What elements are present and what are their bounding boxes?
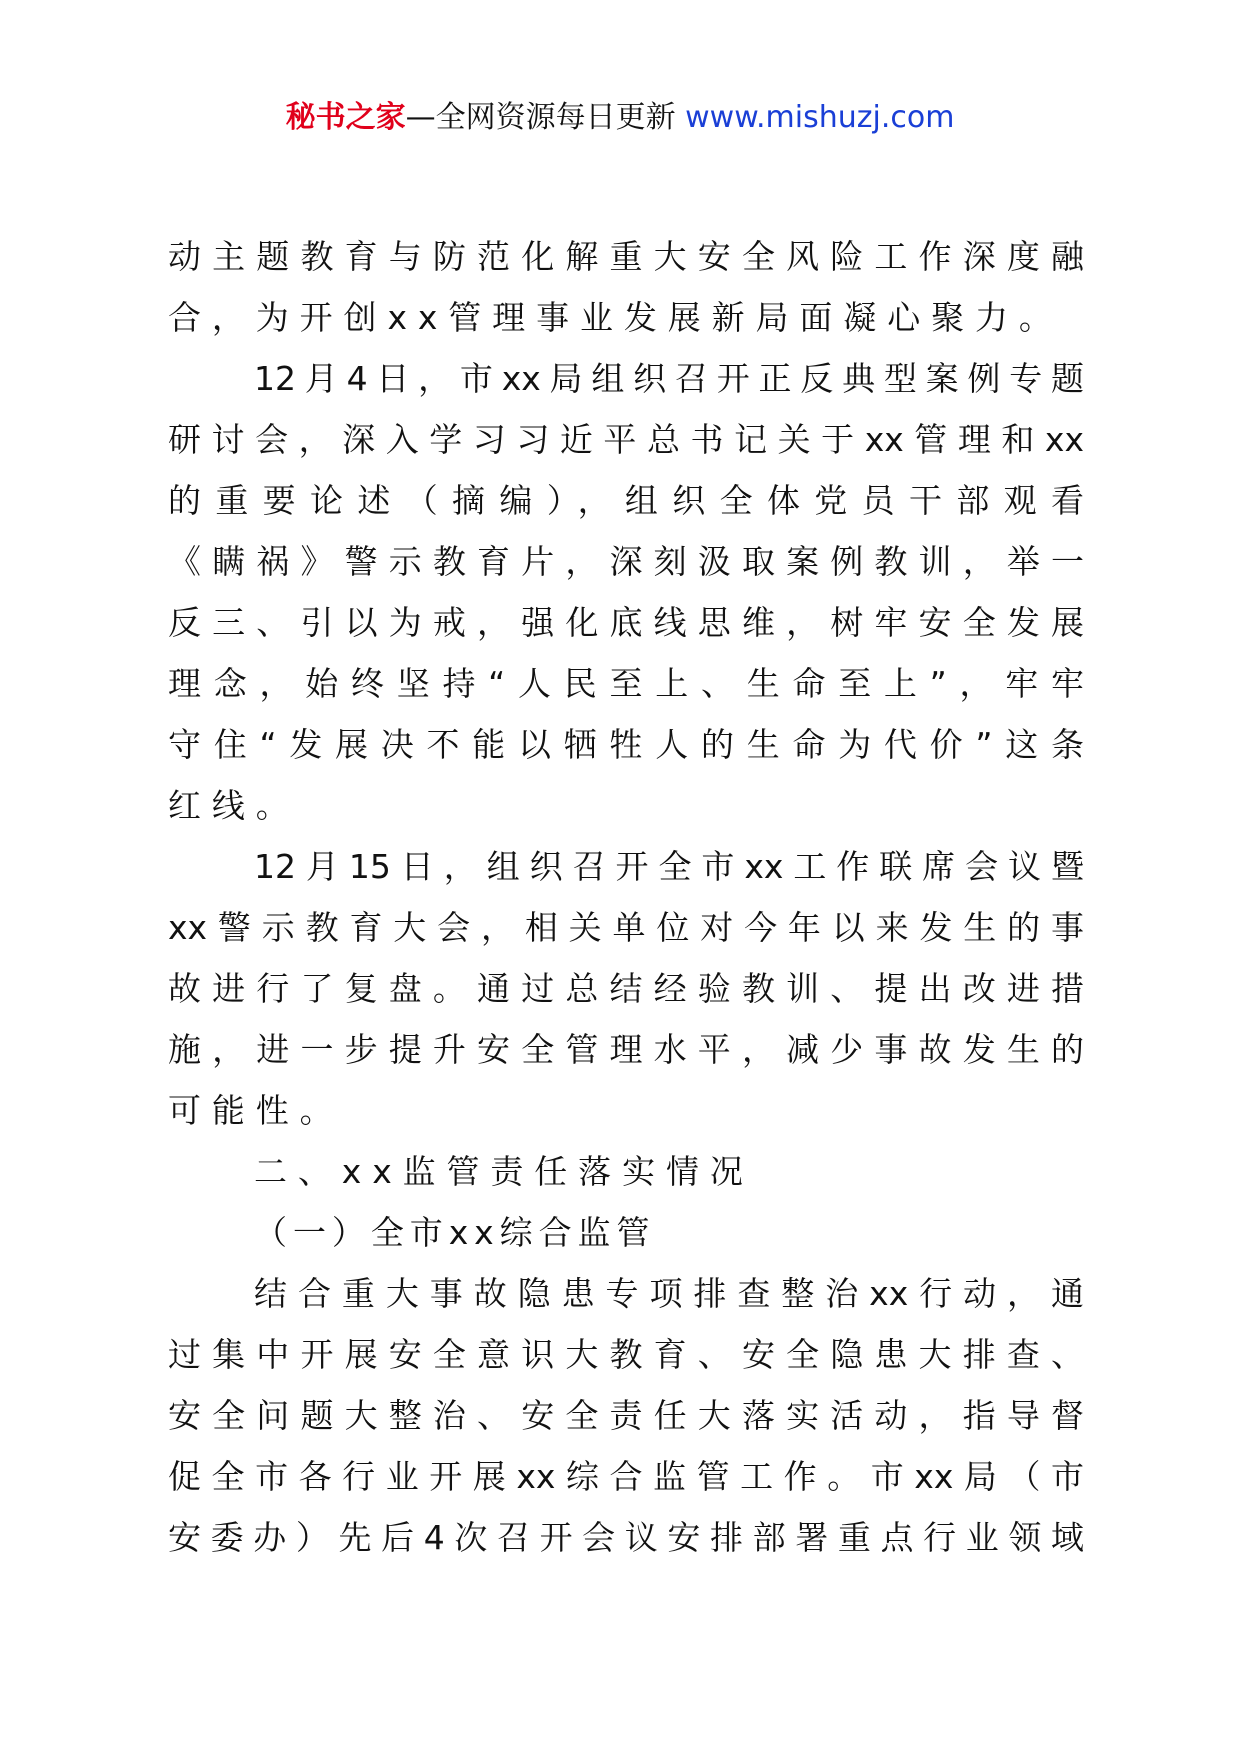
text-line: 反三、引以为戒，强化底线思维，树牢安全发展 bbox=[168, 603, 1084, 642]
text-line: 理念，始终坚持“人民至上、生命至上”，牢牢 bbox=[168, 664, 1084, 703]
section-heading: 二、xx监管责任落实情况 bbox=[254, 1152, 754, 1191]
text-line: xx警示教育大会，相关单位对今年以来发生的事 bbox=[168, 908, 1084, 947]
site-brand: 秘书之家 bbox=[285, 100, 406, 135]
text-line: 施，进一步提升安全管理水平，减少事故发生的 bbox=[168, 1030, 1084, 1069]
subsection-heading: （一）全市xx综合监管 bbox=[254, 1213, 656, 1252]
text-line: 的重要论述（摘编），组织全体党员干部观看 bbox=[168, 481, 1084, 520]
text-line: 安全问题大整治、安全责任大落实活动，指导督 bbox=[168, 1396, 1084, 1435]
site-url-link[interactable]: www.mishuzj.com bbox=[685, 100, 955, 135]
text-line: 过集中开展安全意识大教育、安全隐患大排查、 bbox=[168, 1335, 1084, 1374]
site-tagline: —全网资源每日更新 bbox=[405, 100, 676, 135]
text-line: 故进行了复盘。通过总结经验教训、提出改进措 bbox=[168, 969, 1084, 1008]
text-line: 结合重大事故隐患专项排查整治xx行动，通 bbox=[254, 1274, 1084, 1313]
text-line: 动主题教育与防范化解重大安全风险工作深度融 bbox=[168, 237, 1084, 276]
text-line: 红线。 bbox=[168, 786, 300, 825]
text-line: 12月15日，组织召开全市xx工作联席会议暨 bbox=[254, 847, 1084, 886]
text-line: 守住“发展决不能以牺牲人的生命为代价”这条 bbox=[168, 725, 1084, 764]
text-line: 研讨会，深入学习习近平总书记关于xx管理和xx bbox=[168, 420, 1084, 459]
document-body bbox=[168, 226, 1084, 1568]
text-line: 12月4日，市xx局组织召开正反典型案例专题 bbox=[254, 359, 1084, 398]
text-line: 《瞒祸》警示教育片，深刻汲取案例教训，举一 bbox=[168, 542, 1084, 581]
text-line: 可能性。 bbox=[168, 1091, 344, 1130]
site-header bbox=[0, 98, 1240, 138]
text-line: 安委办）先后4次召开会议安排部署重点行业领域 bbox=[168, 1518, 1084, 1557]
text-line: 促全市各行业开展xx综合监管工作。市xx局（市 bbox=[168, 1457, 1084, 1496]
text-line: 合，为开创xx管理事业发展新局面凝心聚力。 bbox=[168, 298, 1063, 337]
